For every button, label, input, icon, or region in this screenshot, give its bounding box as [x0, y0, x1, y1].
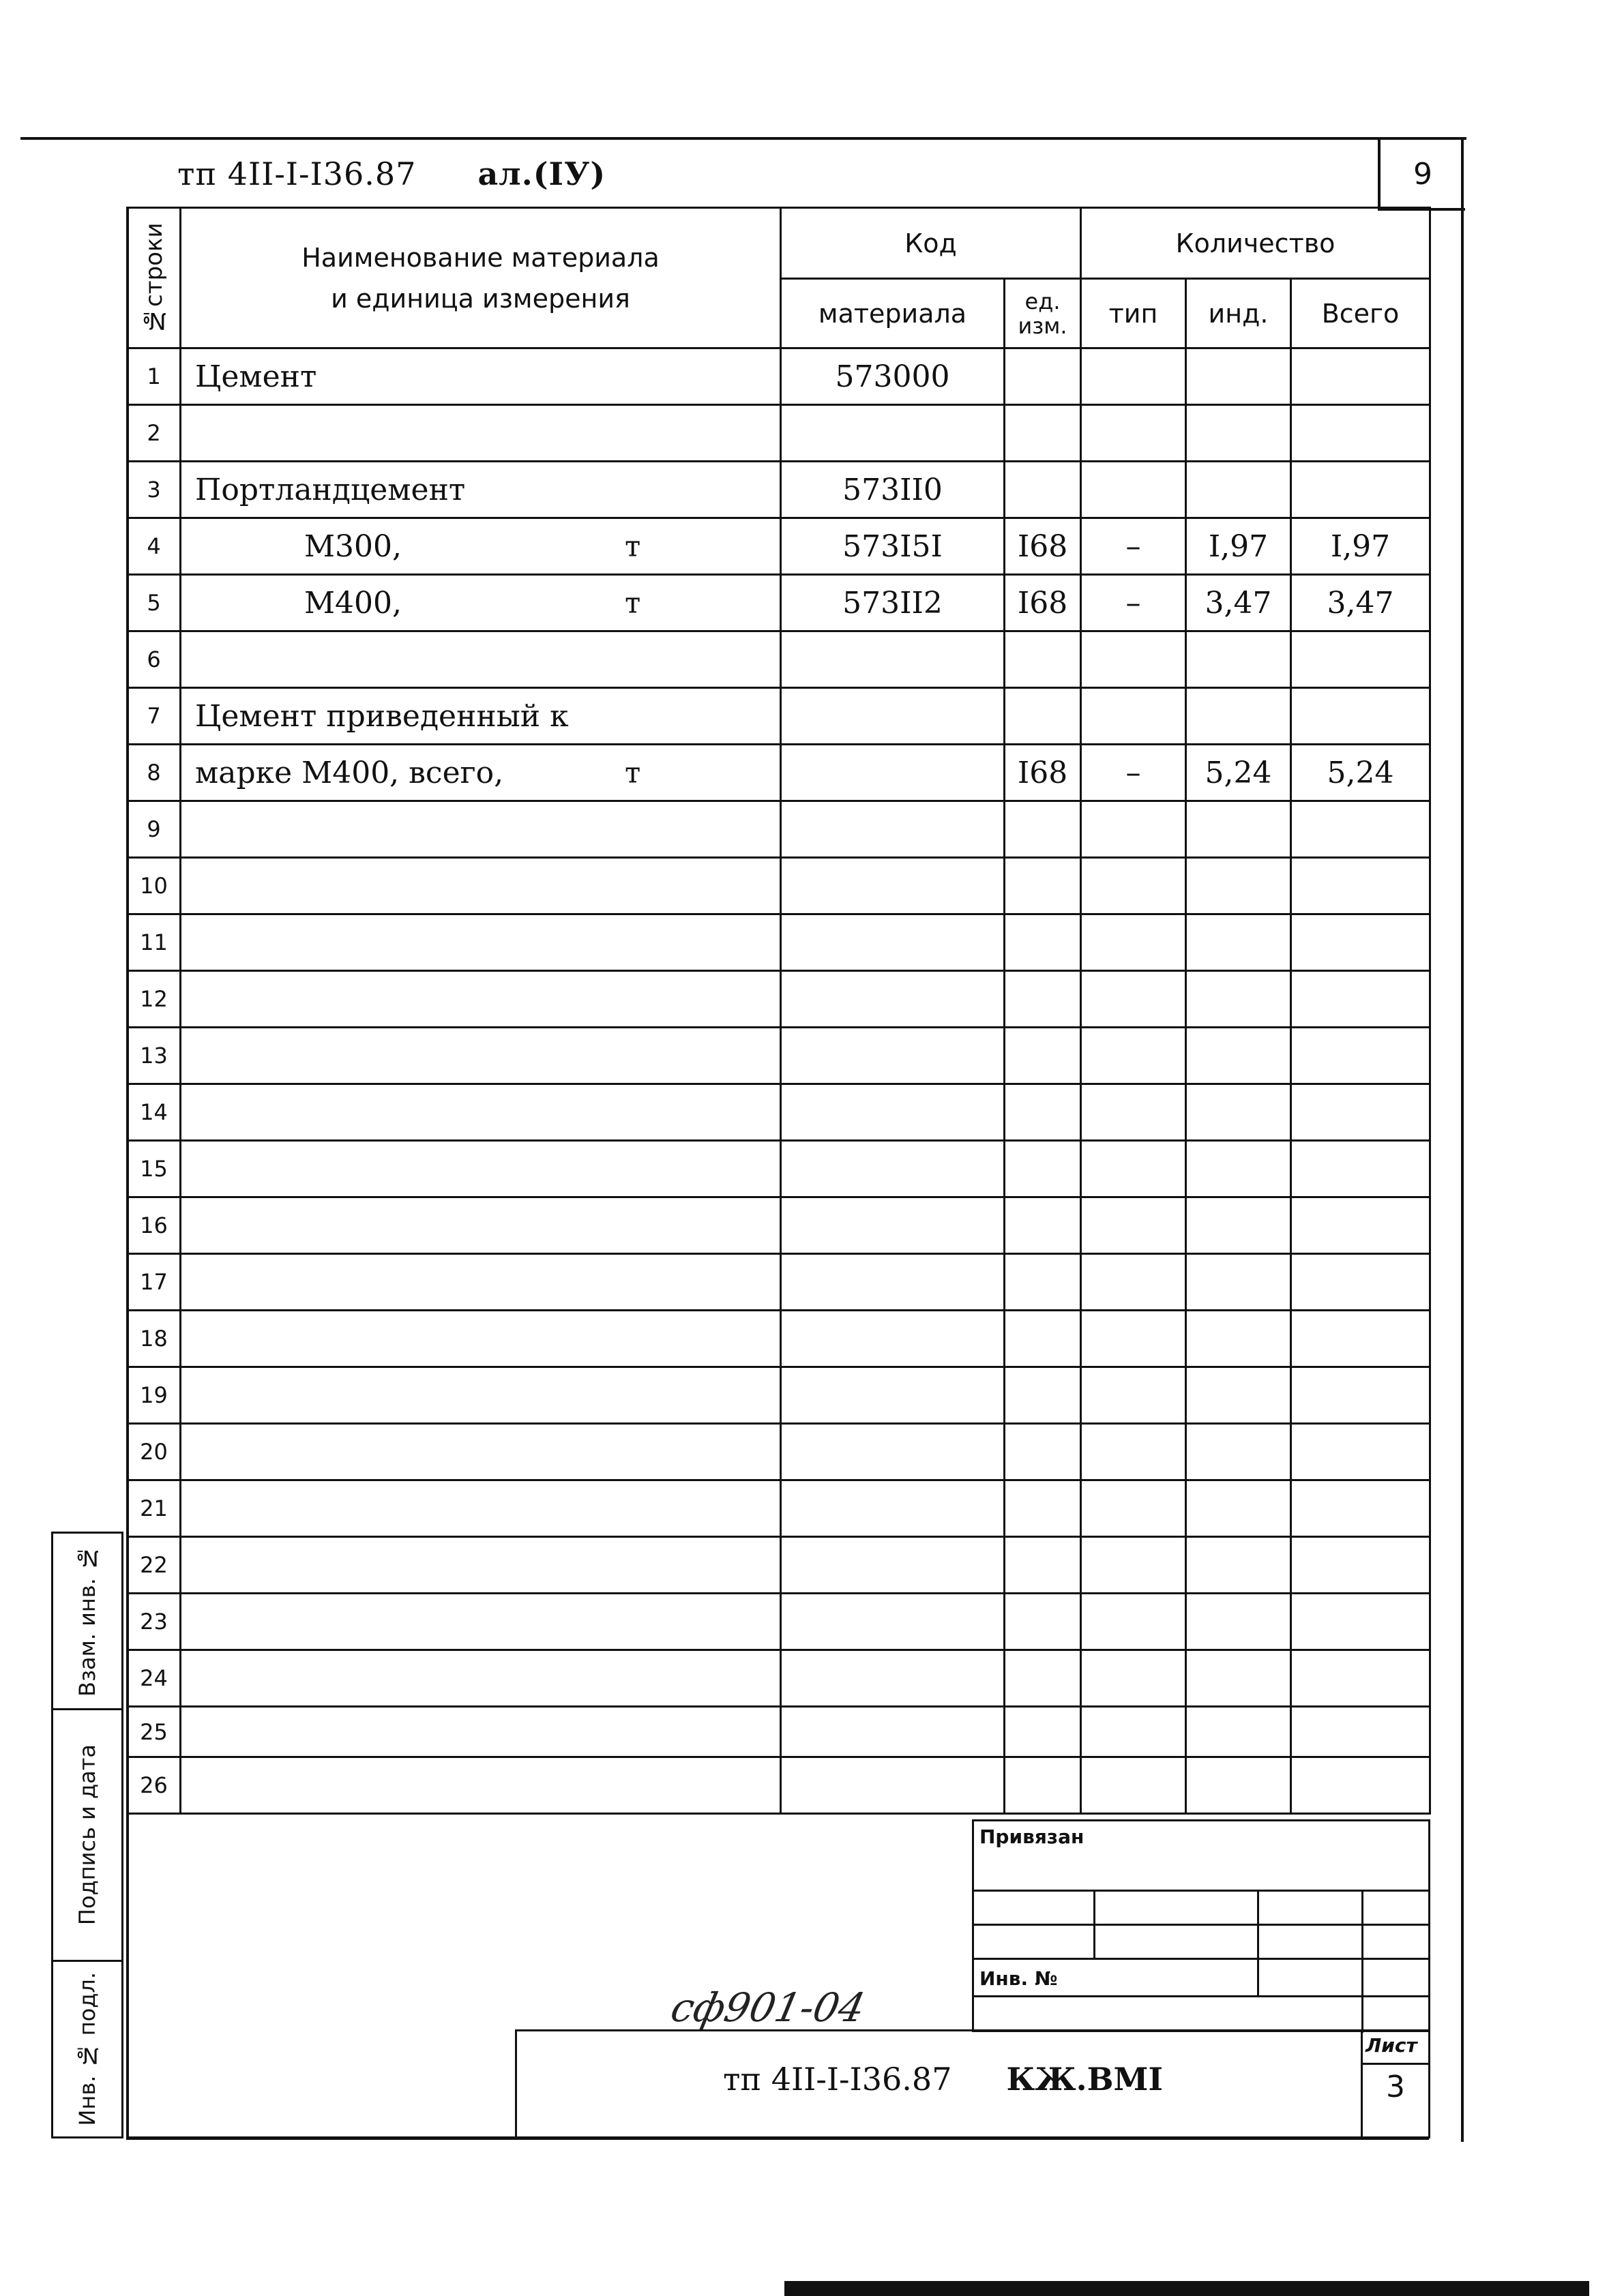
material-name	[181, 1197, 781, 1254]
table-row	[128, 1141, 1430, 1197]
qty-ind	[1186, 1757, 1291, 1814]
page-number: 9	[1378, 140, 1465, 211]
material-code	[781, 1707, 1005, 1757]
material-code	[781, 1254, 1005, 1311]
material-name	[181, 1537, 781, 1594]
qty-type	[1081, 1424, 1186, 1480]
privyazan-grid-v1	[1093, 1890, 1095, 1958]
qty-total	[1291, 1254, 1430, 1311]
material-code	[781, 1028, 1005, 1084]
podpis-data-label: Подпись и дата	[74, 1744, 100, 1926]
material-code: 573II0	[781, 462, 1005, 518]
qty-ind	[1186, 1311, 1291, 1367]
unit-code	[1005, 1084, 1081, 1141]
privyazan-grid-h4	[974, 1995, 1428, 1997]
signature-code: сф901-04	[666, 1984, 870, 2031]
row-number: 17	[128, 1254, 181, 1311]
qty-type: –	[1081, 518, 1186, 575]
material-code	[781, 1480, 1005, 1537]
material-code	[781, 1197, 1005, 1254]
col-header-material: материала	[781, 279, 1005, 348]
row-number: 10	[128, 858, 181, 914]
table-row	[128, 1707, 1430, 1757]
unit-code	[1005, 1367, 1081, 1424]
material-code	[781, 1084, 1005, 1141]
table-row	[128, 462, 1430, 518]
qty-type	[1081, 1028, 1186, 1084]
qty-total	[1291, 405, 1430, 462]
qty-type: –	[1081, 745, 1186, 801]
qty-type	[1081, 914, 1186, 971]
spec-table-body	[128, 348, 1430, 1814]
qty-type	[1081, 405, 1186, 462]
vzam-inv-label: Взам. инв. №	[74, 1545, 100, 1697]
table-row	[128, 1480, 1430, 1537]
qty-ind	[1186, 1537, 1291, 1594]
table-row	[128, 1650, 1430, 1707]
material-name	[181, 1254, 781, 1311]
row-number: 13	[128, 1028, 181, 1084]
qty-ind	[1186, 914, 1291, 971]
material-code	[781, 1311, 1005, 1367]
qty-total	[1291, 1084, 1430, 1141]
privyazan-box	[972, 1819, 1430, 2032]
row-number: 16	[128, 1197, 181, 1254]
album-text: ал.(IУ)	[477, 155, 606, 192]
material-name	[181, 575, 781, 631]
row-number: 20	[128, 1424, 181, 1480]
material-name-text: М300,	[304, 528, 402, 564]
material-code	[781, 688, 1005, 745]
unit-code	[1005, 1424, 1081, 1480]
qty-type	[1081, 1480, 1186, 1537]
qty-type	[1081, 1141, 1186, 1197]
table-row	[128, 801, 1430, 858]
row-number: 4	[128, 518, 181, 575]
col-header-type: тип	[1081, 279, 1186, 348]
privyazan-grid-h3	[974, 1958, 1428, 1960]
unit-code	[1005, 1197, 1081, 1254]
row-number: 5	[128, 575, 181, 631]
qty-ind	[1186, 1650, 1291, 1707]
unit-letter: т	[625, 529, 641, 563]
material-name	[181, 1424, 781, 1480]
material-name-text: Цемент	[195, 359, 317, 394]
qty-ind	[1186, 688, 1291, 745]
material-code	[781, 1367, 1005, 1424]
unit-letter: т	[625, 586, 641, 620]
qty-type	[1081, 462, 1186, 518]
unit-code	[1005, 1594, 1081, 1650]
table-row	[128, 348, 1430, 405]
material-code	[781, 1141, 1005, 1197]
table-row	[128, 631, 1430, 688]
row-number: 9	[128, 801, 181, 858]
row-number: 1	[128, 348, 181, 405]
qty-total	[1291, 1141, 1430, 1197]
inv-podl-label: Инв. № подл.	[74, 1972, 100, 2126]
inv-no-label: Инв. №	[979, 1967, 1058, 1990]
material-name	[181, 801, 781, 858]
material-name	[181, 631, 781, 688]
qty-total	[1291, 1197, 1430, 1254]
qty-type	[1081, 1594, 1186, 1650]
table-row	[128, 914, 1430, 971]
unit-letter: т	[625, 756, 641, 790]
qty-ind	[1186, 1254, 1291, 1311]
row-number: 6	[128, 631, 181, 688]
row-number: 2	[128, 405, 181, 462]
material-name	[181, 518, 781, 575]
qty-type	[1081, 801, 1186, 858]
sheet-label: Лист	[1366, 2034, 1417, 2057]
material-name	[181, 462, 781, 518]
qty-type	[1081, 688, 1186, 745]
material-code	[781, 1537, 1005, 1594]
unit-code	[1005, 1757, 1081, 1814]
unit-code	[1005, 1537, 1081, 1594]
material-name-text: марке М400, всего,	[195, 755, 504, 790]
col-header-name	[181, 208, 781, 348]
row-number: 22	[128, 1537, 181, 1594]
table-row	[128, 1028, 1430, 1084]
table-row	[128, 1367, 1430, 1424]
row-number: 12	[128, 971, 181, 1028]
table-row	[128, 745, 1430, 801]
table-row	[128, 1537, 1430, 1594]
qty-ind	[1186, 1367, 1291, 1424]
material-name	[181, 688, 781, 745]
qty-ind: 3,47	[1186, 575, 1291, 631]
top-border-line	[20, 137, 1466, 140]
qty-total	[1291, 858, 1430, 914]
material-name	[181, 858, 781, 914]
qty-type	[1081, 348, 1186, 405]
row-number: 24	[128, 1650, 181, 1707]
unit-code: I68	[1005, 575, 1081, 631]
unit-code	[1005, 801, 1081, 858]
qty-type	[1081, 858, 1186, 914]
qty-ind	[1186, 462, 1291, 518]
qty-ind	[1186, 631, 1291, 688]
row-number: 26	[128, 1757, 181, 1814]
qty-total: 5,24	[1291, 745, 1430, 801]
material-name	[181, 1707, 781, 1757]
qty-total	[1291, 1480, 1430, 1537]
qty-type	[1081, 1650, 1186, 1707]
qty-type	[1081, 1311, 1186, 1367]
unit-code	[1005, 1650, 1081, 1707]
material-code	[781, 858, 1005, 914]
stamp-doc-mark: КЖ.ВМI	[1006, 2061, 1163, 2098]
name-header-line2: и единица измерения	[331, 283, 630, 314]
row-number: 14	[128, 1084, 181, 1141]
sheet-divider	[1363, 2063, 1428, 2065]
qty-total	[1291, 971, 1430, 1028]
qty-total: I,97	[1291, 518, 1430, 575]
qty-total	[1291, 1594, 1430, 1650]
material-name	[181, 405, 781, 462]
qty-ind	[1186, 1707, 1291, 1757]
qty-total	[1291, 1424, 1430, 1480]
col-header-quantity: Количество	[1081, 208, 1430, 279]
row-number: 18	[128, 1311, 181, 1367]
qty-type	[1081, 1197, 1186, 1254]
table-row	[128, 1594, 1430, 1650]
doc-code-text: тп 4II-I-I36.87	[177, 155, 417, 192]
privyazan-grid-h1	[974, 1890, 1428, 1892]
qty-type	[1081, 1757, 1186, 1814]
material-code	[781, 631, 1005, 688]
table-row	[128, 1757, 1430, 1814]
row-number: 7	[128, 688, 181, 745]
col-header-row-number	[128, 208, 181, 348]
side-stamp-vzam-inv	[51, 1532, 123, 1710]
qty-total	[1291, 688, 1430, 745]
material-name-text: М400,	[304, 585, 402, 621]
material-name-text: Цемент приведенный к	[195, 698, 569, 734]
table-row	[128, 1424, 1430, 1480]
qty-ind	[1186, 348, 1291, 405]
qty-ind: I,97	[1186, 518, 1291, 575]
material-code: 573II2	[781, 575, 1005, 631]
qty-ind	[1186, 801, 1291, 858]
qty-total: 3,47	[1291, 575, 1430, 631]
material-name-text: Портландцемент	[195, 472, 466, 507]
qty-total	[1291, 1707, 1430, 1757]
name-header-line1: Наименование материала	[301, 242, 660, 273]
material-name	[181, 1084, 781, 1141]
material-code	[781, 1650, 1005, 1707]
material-code: 573000	[781, 348, 1005, 405]
qty-total	[1291, 1028, 1430, 1084]
material-name	[181, 1311, 781, 1367]
qty-ind	[1186, 858, 1291, 914]
unit-code	[1005, 348, 1081, 405]
material-name	[181, 1650, 781, 1707]
material-name	[181, 348, 781, 405]
qty-type	[1081, 1367, 1186, 1424]
material-name	[181, 1028, 781, 1084]
material-name	[181, 745, 781, 801]
material-name	[181, 1367, 781, 1424]
privyazan-label: Привязан	[979, 1825, 1084, 1848]
material-code	[781, 801, 1005, 858]
qty-ind	[1186, 1197, 1291, 1254]
privyazan-grid-v4	[1361, 1890, 1363, 2033]
row-number: 15	[128, 1141, 181, 1197]
material-code	[781, 1594, 1005, 1650]
material-name	[181, 1757, 781, 1814]
header-doc-code	[177, 155, 606, 192]
qty-total	[1291, 1757, 1430, 1814]
qty-type	[1081, 1254, 1186, 1311]
material-spec-table	[126, 207, 1431, 1815]
table-row	[128, 405, 1430, 462]
stamp-doc-code: тп 4II-I-I36.87	[723, 2061, 952, 2098]
stamp-title	[723, 2061, 1163, 2098]
material-code	[781, 914, 1005, 971]
side-stamp-inv-podl	[51, 1960, 123, 2138]
material-name	[181, 1594, 781, 1650]
table-row	[128, 1084, 1430, 1141]
material-code	[781, 1757, 1005, 1814]
row-number: 25	[128, 1707, 181, 1757]
row-number: 21	[128, 1480, 181, 1537]
qty-ind	[1186, 1028, 1291, 1084]
row-number: 23	[128, 1594, 181, 1650]
material-name	[181, 1480, 781, 1537]
row-number: 19	[128, 1367, 181, 1424]
qty-total	[1291, 1650, 1430, 1707]
unit-code	[1005, 914, 1081, 971]
unit-code	[1005, 1480, 1081, 1537]
material-code	[781, 1424, 1005, 1480]
unit-code	[1005, 1311, 1081, 1367]
unit-code	[1005, 858, 1081, 914]
unit-code	[1005, 631, 1081, 688]
table-row	[128, 1311, 1430, 1367]
qty-total	[1291, 1537, 1430, 1594]
row-number: 11	[128, 914, 181, 971]
qty-type	[1081, 1707, 1186, 1757]
qty-total	[1291, 1311, 1430, 1367]
material-code	[781, 405, 1005, 462]
qty-type	[1081, 1084, 1186, 1141]
unit-code	[1005, 1028, 1081, 1084]
col-header-total: Всего	[1291, 279, 1430, 348]
qty-total	[1291, 462, 1430, 518]
qty-total	[1291, 914, 1430, 971]
privyazan-grid-v2	[1257, 1890, 1259, 1958]
unit-code	[1005, 971, 1081, 1028]
unit-code	[1005, 462, 1081, 518]
col-header-ind: инд.	[1186, 279, 1291, 348]
sheet-number: 3	[1386, 2070, 1405, 2104]
qty-ind	[1186, 1424, 1291, 1480]
table-row	[128, 858, 1430, 914]
table-row	[128, 1197, 1430, 1254]
qty-ind	[1186, 405, 1291, 462]
qty-ind	[1186, 1084, 1291, 1141]
privyazan-grid-h2	[974, 1924, 1428, 1926]
col-header-code: Код	[781, 208, 1081, 279]
unit-code	[1005, 1707, 1081, 1757]
table-row	[128, 575, 1430, 631]
material-name	[181, 1141, 781, 1197]
qty-ind: 5,24	[1186, 745, 1291, 801]
qty-ind	[1186, 971, 1291, 1028]
material-name	[181, 914, 781, 971]
qty-type	[1081, 1537, 1186, 1594]
material-name	[181, 971, 781, 1028]
table-row	[128, 518, 1430, 575]
qty-ind	[1186, 1594, 1291, 1650]
unit-code: I68	[1005, 518, 1081, 575]
material-code: 573I5I	[781, 518, 1005, 575]
qty-total	[1291, 348, 1430, 405]
qty-type: –	[1081, 575, 1186, 631]
unit-code	[1005, 405, 1081, 462]
qty-type	[1081, 971, 1186, 1028]
scan-edge-bar	[784, 2281, 1589, 2296]
qty-total	[1291, 1367, 1430, 1424]
row-number-header-text: №строки	[140, 222, 168, 334]
qty-total	[1291, 801, 1430, 858]
table-row	[128, 971, 1430, 1028]
material-code	[781, 745, 1005, 801]
table-row	[128, 1254, 1430, 1311]
row-number: 8	[128, 745, 181, 801]
qty-ind	[1186, 1141, 1291, 1197]
qty-type	[1081, 631, 1186, 688]
table-row	[128, 688, 1430, 745]
row-number: 3	[128, 462, 181, 518]
qty-ind	[1186, 1480, 1291, 1537]
col-header-unit: ед. изм.	[1005, 279, 1081, 348]
unit-code: I68	[1005, 745, 1081, 801]
sheet-box	[1361, 2029, 1430, 2138]
right-border-line	[1461, 137, 1464, 2142]
unit-code	[1005, 688, 1081, 745]
unit-code	[1005, 1254, 1081, 1311]
qty-total	[1291, 631, 1430, 688]
material-code	[781, 971, 1005, 1028]
privyazan-grid-v3	[1257, 1958, 1259, 1996]
unit-code	[1005, 1141, 1081, 1197]
side-stamp-podpis-data	[51, 1708, 123, 1962]
